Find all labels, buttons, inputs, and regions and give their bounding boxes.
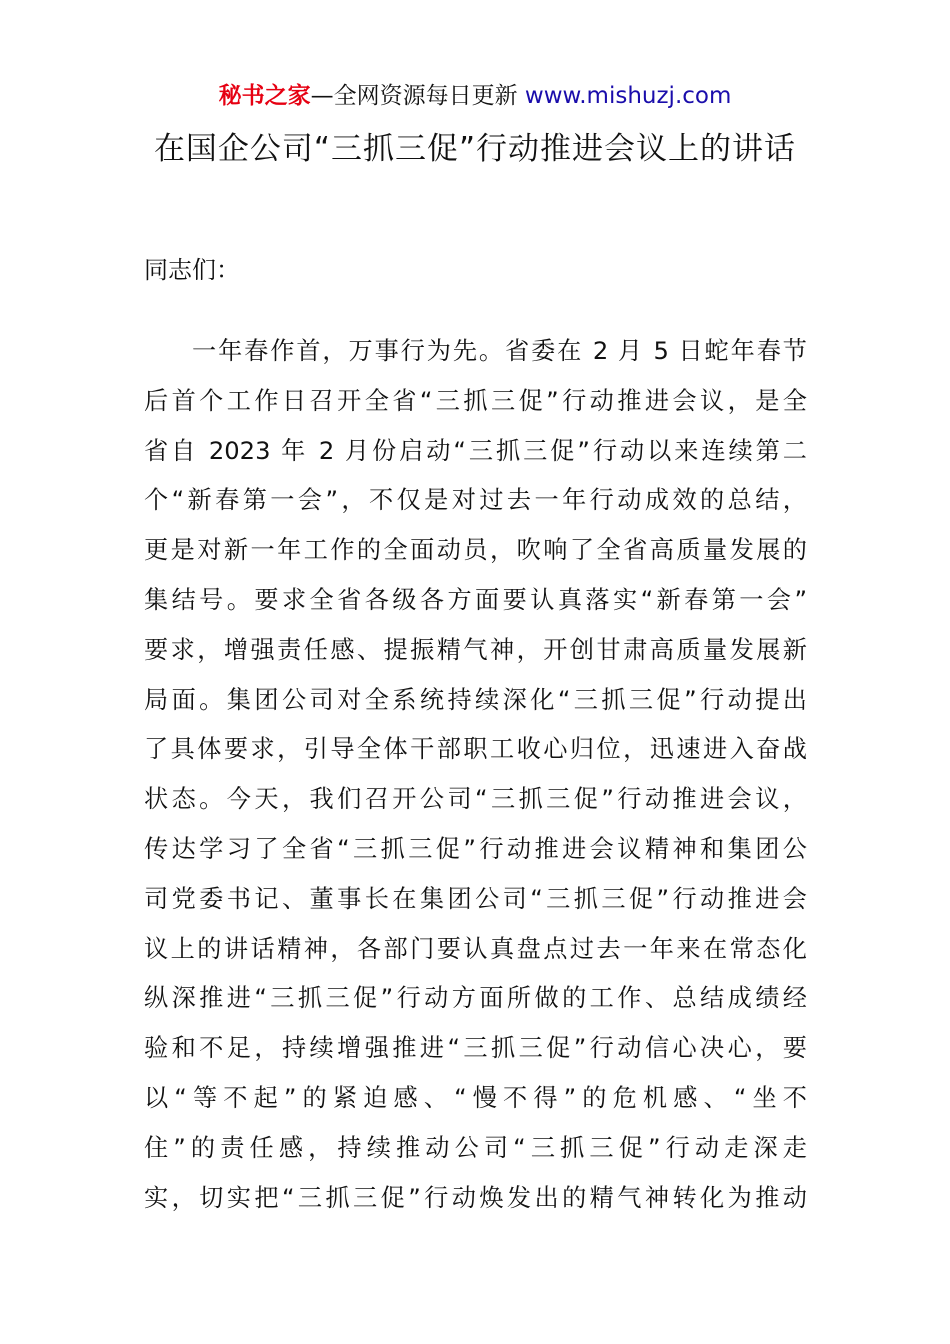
body-line: 住”的责任感，持续推动公司“三抓三促”行动走深走 — [144, 1133, 807, 1162]
body-line: 了具体要求，引导全体干部职工收心归位，迅速进入奋战 — [144, 735, 807, 764]
body-line: 状态。今天，我们召开公司“三抓三促”行动推进会议， — [144, 785, 807, 814]
body-line: 更是对新一年工作的全面动员，吹响了全省高质量发展的 — [144, 536, 807, 565]
site-url-link[interactable]: www.mishuzj.com — [524, 83, 732, 109]
body-line: 要求，增强责任感、提振精气神，开创甘肃高质量发展新 — [144, 635, 807, 664]
body-line: 议上的讲话精神，各部门要认真盘点过去一年来在常态化 — [144, 934, 807, 963]
body-line: 个“新春第一会”，不仅是对过去一年行动成效的总结， — [144, 486, 807, 515]
body-line: 纵深推进“三抓三促”行动方面所做的工作、总结成绩经 — [144, 984, 807, 1013]
body-line: 实，切实把“三抓三促”行动焕发出的精气神转化为推动 — [144, 1183, 807, 1212]
document-body — [144, 327, 807, 1223]
body-line: 传达学习了全省“三抓三促”行动推进会议精神和集团公 — [144, 834, 807, 863]
document-title: 在国企公司“三抓三促”行动推进会议上的讲话 — [153, 131, 797, 167]
body-line: 后首个工作日召开全省“三抓三促”行动推进会议，是全 — [144, 386, 807, 415]
body-line: 局面。集团公司对全系统持续深化“三抓三促”行动提出 — [144, 685, 807, 714]
body-line: 一年春作首，万事行为先。省委在 2 月 5 日蛇年春节 — [192, 337, 807, 365]
body-line: 集结号。要求全省各级各方面要认真落实“新春第一会” — [144, 585, 807, 614]
site-name: 秘书之家 — [218, 83, 311, 109]
body-line: 省自 2023 年 2 月份启动“三抓三促”行动以来连续第二 — [144, 436, 807, 465]
salutation: 同志们： — [144, 256, 240, 284]
site-slogan: —全网资源每日更新 — [310, 83, 525, 109]
site-header — [0, 80, 950, 112]
body-line: 以“等不起”的紧迫感、“慢不得”的危机感、“坐不 — [144, 1083, 807, 1112]
body-line: 司党委书记、董事长在集团公司“三抓三促”行动推进会 — [144, 884, 807, 913]
body-line: 验和不足，持续增强推进“三抓三促”行动信心决心，要 — [144, 1034, 807, 1063]
